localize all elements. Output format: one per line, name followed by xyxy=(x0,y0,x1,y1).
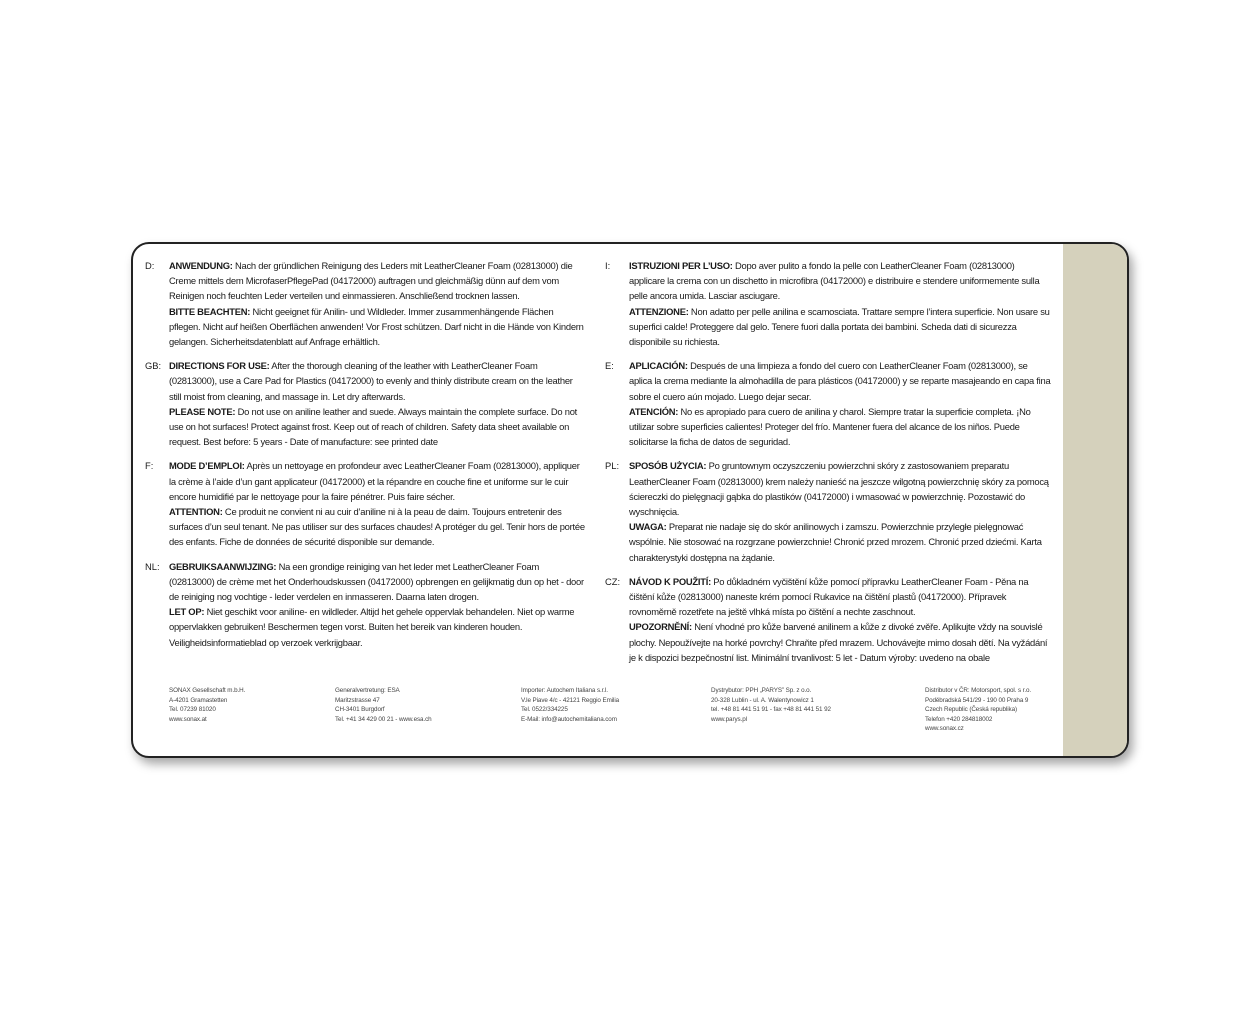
note-paragraph xyxy=(629,404,1051,450)
footer-line: Tel. 07239 81020 xyxy=(169,706,216,713)
lang-code: GB: xyxy=(145,360,162,372)
directions-heading: GEBRUIKSAANWIJZING: xyxy=(169,560,277,572)
directions-text: Después de una limpieza a fondo del cuero con LeatherCleaner Foam (02813000), se aplica la crema mediante la almohadilla de para plásticos (04172000) y se reparte masajeando en capa fina sobre el cuero aún mojado. Luego dejar secar. xyxy=(629,360,1051,402)
directions-heading: ANWENDUNG: xyxy=(169,260,233,271)
note-paragraph xyxy=(169,604,585,650)
footer-line: Maritzstrasse 47 xyxy=(335,696,380,704)
directions-heading: SPOSÓB UŻYCIA: xyxy=(629,460,707,472)
distributor-autochem-it xyxy=(521,686,619,724)
directions-paragraph xyxy=(629,358,1051,404)
lang-code: NL: xyxy=(145,560,160,572)
distributor-motorsport-cz xyxy=(925,686,1031,734)
lang-block-pl xyxy=(605,458,1051,564)
note-text: Nicht geeignet für Anilin- und Wildleder. Immer zusammenhängende Flächen pflegen. Nicht auf heißen Oberflächen anwenden! Vor Frost schützen. Darf nicht in die Hände von Kindern gelangen. Sicherheitsdatenblatt auf Anfrage erhältlich. xyxy=(169,305,584,348)
lang-block-de xyxy=(145,258,585,349)
lang-block-it xyxy=(605,258,1051,349)
directions-text: After the thorough cleaning of the leather with LeatherCleaner Foam (02813000), use a Care Pad for Plastics (04172000) to evenly and thinly distribute cream on the leather still moist from cleaning, and massage in. Let dry afterwards. xyxy=(169,360,573,402)
note-text: Non adatto per pelle anilina e scamosciata. Trattare sempre l’intera superficie. Non usare su superfici calde! Proteggere dal gelo. Tenere fuori dalla portata dei bambini. Scheda dati di sicurezza disponibile su richiesta. xyxy=(629,305,1050,348)
directions-paragraph xyxy=(169,559,585,605)
lang-block-es xyxy=(605,358,1051,449)
note-heading: PLEASE NOTE: xyxy=(169,405,236,417)
lang-block-gb xyxy=(145,358,585,449)
lang-code: D: xyxy=(145,260,155,271)
note-heading: LET OP: xyxy=(169,606,205,618)
distributor-parys-pl xyxy=(711,686,831,724)
note-text: Není vhodné pro kůže barvené anilinem a kůže z divoké zvěře. Aplikujte vždy na souvislé plochy. Nepoužívejte na horké povrchy! Chraňte před mrazem. Uchovávejte mimo dosah dětí. Na vyžádání je k dispozici bezpečnostní list. Minimální trvanlivost: 5 let - Datum výroby: uvedeno na obale xyxy=(629,621,1048,663)
footer-line: Distributor v ČR: Motorsport, spol. s r.o. xyxy=(925,687,1032,694)
lang-block-fr xyxy=(145,458,585,549)
note-text: Niet geschikt voor aniline- en wildleder. Altijd het gehele oppervlak behandelen. Niet op warme oppervlakken gebruiken! Beschermen tegen vorst. Buiten het bereik van kinderen houden. Veiligheidsinformatieblad op verzoek verkrijgbaar. xyxy=(169,606,575,648)
note-paragraph xyxy=(629,619,1051,665)
directions-heading: MODE D’EMPLOI: xyxy=(169,460,245,472)
note-paragraph xyxy=(169,404,585,450)
note-text: Preparat nie nadaje się do skór anilinowych i zamszu. Powierzchnie przyległe pielęgnować wspólnie. Nie stosować na rozgrzane powierzchnie! Chronić przed mrozem. Chronić przed dziećmi. Karta charakterystyki dostępna na żądanie. xyxy=(629,521,1042,563)
footer-line: tel. +48 81 441 51 91 - fax +48 81 441 51 92 xyxy=(711,706,831,713)
note-paragraph xyxy=(629,304,1051,350)
directions-text: Nach der gründlichen Reinigung des Leders mit LeatherCleaner Foam (02813000) die Creme mittels dem MicrofaserPflegePad (04172000) auftragen und gleichmäßig dünn auf dem vom Reinigen noch feuchten Leder verteilen und einmassieren. Anschließend trocknen lassen. xyxy=(169,260,573,302)
directions-text: Po gruntownym oczyszczeniu powierzchni skóry z zastosowaniem preparatu LeatherCleaner Foam (02813000) krem należy nanieść na jeszcze wilgotną powierzchnię skóry za pomocą ściereczki do pielęgnacji gąbka do plastików (04172000) i wmasować w powierzchnię. Pozostawić do wyschnięcia. xyxy=(629,460,1049,518)
footer-line: SONAX Gesellschaft m.b.H. xyxy=(169,687,246,694)
product-label xyxy=(131,242,1129,758)
footer-line: www.sonax.at xyxy=(169,715,207,723)
lang-block-cz xyxy=(605,574,1051,665)
lang-code: CZ: xyxy=(605,575,621,587)
directions-paragraph xyxy=(169,258,585,304)
directions-text: Po důkladném vyčištění kůže pomocí přípravku LeatherCleaner Foam - Pěna na čištění kůže (02813000) naneste krém pomocí Rukavice na čištění plastů (04172000). Přípravek rovnoměrně rozetřete na ještě vlhká místa po čištění a nechte zaschnout. xyxy=(629,575,1029,618)
footer-line: V.le Piave 4/c - 42121 Reggio Emilia xyxy=(521,696,620,704)
note-heading: ATTENZIONE: xyxy=(629,305,689,317)
directions-paragraph xyxy=(169,458,585,504)
directions-paragraph xyxy=(629,458,1051,519)
directions-paragraph xyxy=(629,258,1051,304)
note-text: No es apropiado para cuero de anilina y charol. Siempre tratar la superficie completa. ¡No utilizar sobre superficies calientes! Proteger del frío. Mantener fuera del alcance de los niños. Puede solicitarse la ficha de datos de seguridad. xyxy=(629,405,1031,448)
label-color-stripe xyxy=(1063,244,1127,756)
footer-line: Tel. +41 34 429 00 21 - www.esa.ch xyxy=(335,715,432,723)
note-text: Ce produit ne convient ni au cuir d’aniline ni à la peau de daim. Toujours entretenir des surfaces d’un seul tenant. Ne pas utiliser sur des surfaces chaudes! A protéger du gel. Tenir hors de portée des enfants. Fiche de données de sécurité disponible sur demande. xyxy=(169,506,585,548)
directions-text: Après un nettoyage en profondeur avec LeatherCleaner Foam (02813000), appliquer la crème à l’aide d’un gant applicateur (04172000) et la répandre en couche fine et uniforme sur le cuir encore humidifié par le nettoyage pour la faire pénétrer. Puis faire sécher. xyxy=(169,460,580,502)
note-heading: ATTENTION: xyxy=(169,506,223,518)
directions-paragraph xyxy=(169,358,585,404)
footer-line: Dystrybutor: PPH „PARYS” Sp. z o.o. xyxy=(711,687,812,694)
lang-code: F: xyxy=(145,460,154,472)
note-heading: ATENCIÓN: xyxy=(629,405,679,417)
footer-line: Czech Republic (Česká republika) xyxy=(925,706,1017,713)
note-heading: BITTE BEACHTEN: xyxy=(169,305,251,317)
instructions-left-column xyxy=(145,258,585,659)
footer-line: CH-3401 Burgdorf xyxy=(335,706,385,713)
note-text: Do not use on aniline leather and suede. Always maintain the complete surface. Do not use on hot surfaces! Protect against frost. Keep out of reach of children. Safety data sheet available on request. Best before: 5 years - Date of manufacture: see printed date xyxy=(169,405,578,448)
footer-line: Telefon +420 284818002 xyxy=(925,715,993,723)
directions-heading: ISTRUZIONI PER L’USO: xyxy=(629,260,733,271)
lang-code: PL: xyxy=(605,460,620,472)
footer-line: Generalvertretung: ESA xyxy=(335,687,400,694)
footer-line: Poděbradská 541/29 - 190 00 Praha 9 xyxy=(925,696,1029,704)
directions-text: Dopo aver pulito a fondo la pelle con LeatherCleaner Foam (02813000) applicare la crema con un dischetto in microfibra (04172000) e distribuire e stendere uniformemente sulla pelle ancora umida. Lasciar asciugare. xyxy=(629,260,1040,302)
footer-line: www.sonax.cz xyxy=(925,725,964,732)
directions-text: Na een grondige reiniging van het leder met LeatherCleaner Foam (02813000) de crème met het Onderhoudskussen (04172000) opbrengen en gelijkmatig dun op het - door de reiniging nog vochtige - leder verdelen en inmasseren. Daarna laten drogen. xyxy=(169,560,584,603)
footer-line: Tel. 0522/334225 xyxy=(521,706,568,713)
lang-code: E: xyxy=(605,360,614,372)
note-paragraph xyxy=(629,519,1051,565)
distributor-sonax-at xyxy=(169,686,245,724)
instructions-right-column xyxy=(605,258,1051,674)
lang-code: I: xyxy=(605,260,611,271)
footer-line: Importer: Autochem Italiana s.r.l. xyxy=(521,687,608,694)
directions-paragraph xyxy=(629,574,1051,620)
directions-heading: NÁVOD K POUŽITÍ: xyxy=(629,575,711,587)
note-heading: UPOZORNĚNÍ: xyxy=(629,621,692,633)
note-paragraph xyxy=(169,304,585,350)
distributor-esa-ch xyxy=(335,686,432,724)
note-paragraph xyxy=(169,504,585,550)
footer-line: E-Mail: info@autochemitaliana.com xyxy=(521,715,617,723)
footer-line: 20-328 Lublin - ul. A. Walentynowicz 1 xyxy=(711,696,814,704)
footer-line: A-4201 Gramastetten xyxy=(169,696,228,704)
note-heading: UWAGA: xyxy=(629,521,667,533)
directions-heading: APLICACIÓN: xyxy=(629,360,688,372)
lang-block-nl xyxy=(145,559,585,650)
directions-heading: DIRECTIONS FOR USE: xyxy=(169,360,270,372)
footer-line: www.parys.pl xyxy=(711,715,747,723)
